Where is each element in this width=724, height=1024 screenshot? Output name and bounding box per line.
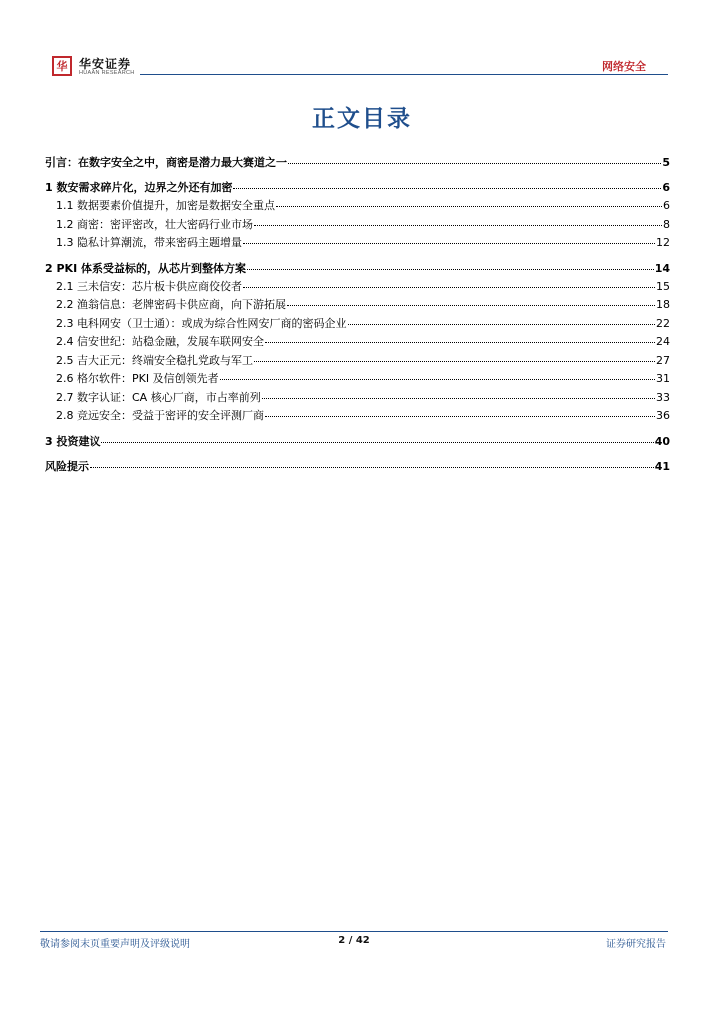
toc-gap bbox=[45, 451, 670, 458]
toc-entry-chapter[interactable] bbox=[45, 154, 670, 172]
toc-entry-page: 6 bbox=[662, 181, 670, 194]
toc-leader-dots bbox=[220, 378, 655, 380]
toc-entry-page: 22 bbox=[656, 316, 670, 330]
toc-entry-label: 2.1 三未信安：芯片板卡供应商佼佼者 bbox=[56, 279, 242, 293]
footer-divider bbox=[40, 931, 668, 932]
toc-entry-chapter[interactable] bbox=[45, 458, 670, 476]
toc-leader-dots bbox=[265, 341, 655, 343]
toc-entry-section[interactable] bbox=[45, 352, 670, 371]
toc-leader-dots bbox=[243, 242, 655, 244]
logo-icon-glyph: 华 bbox=[56, 59, 68, 73]
toc-entry-label: 1.3 隐私计算潮流，带来密码主题增量 bbox=[56, 236, 242, 249]
toc-entry-label: 2.6 格尔软件：PKI 及信创领先者 bbox=[56, 372, 219, 385]
logo-chinese-name: 华安证券 bbox=[79, 57, 132, 71]
toc-leader-dots bbox=[265, 415, 655, 417]
toc-entry-chapter[interactable] bbox=[45, 179, 670, 197]
toc-leader-dots bbox=[233, 187, 661, 189]
toc-entry-label: 2.7 数字认证：CA 核心厂商，市占率前列 bbox=[56, 390, 261, 404]
toc-entry-section[interactable] bbox=[45, 389, 670, 408]
toc-entry-chapter[interactable] bbox=[45, 433, 670, 451]
toc-entry-section[interactable] bbox=[45, 278, 670, 297]
toc-entry-page: 41 bbox=[654, 459, 670, 473]
toc-entry-page: 8 bbox=[663, 217, 670, 231]
toc-entry-section[interactable] bbox=[45, 407, 670, 426]
footer-disclaimer: 敬请参阅末页重要声明及评级说明 bbox=[40, 939, 190, 950]
toc-entry-section[interactable] bbox=[45, 234, 670, 253]
toc-entry-label: 2.4 信安世纪：站稳金融，发展车联网安全 bbox=[56, 335, 264, 348]
page-indicator: 2 / 42 bbox=[338, 935, 370, 946]
toc-entry-section[interactable] bbox=[45, 197, 670, 216]
toc-gap bbox=[45, 172, 670, 179]
table-of-contents bbox=[45, 154, 670, 476]
toc-entry-label: 风险提示 bbox=[45, 459, 89, 473]
page-title: 正文目录 bbox=[312, 106, 412, 132]
section-tag: 网络安全 bbox=[602, 60, 646, 73]
toc-entry-page: 5 bbox=[662, 156, 670, 169]
toc-entry-page: 24 bbox=[656, 335, 670, 348]
page-header bbox=[52, 56, 668, 82]
toc-entry-section[interactable] bbox=[45, 370, 670, 389]
toc-entry-section[interactable] bbox=[45, 315, 670, 334]
toc-leader-dots bbox=[276, 205, 662, 207]
toc-leader-dots bbox=[243, 286, 655, 288]
toc-leader-dots bbox=[288, 162, 661, 164]
toc-entry-label: 1 数安需求碎片化，边界之外还有加密 bbox=[45, 181, 233, 194]
toc-entry-page: 6 bbox=[663, 199, 670, 212]
toc-entry-section[interactable] bbox=[45, 333, 670, 352]
toc-entry-label: 2 PKI 体系受益标的，从芯片到整体方案 bbox=[45, 261, 246, 275]
toc-entry-label: 2.5 吉大正元：终端安全稳扎党政与军工 bbox=[56, 353, 253, 367]
toc-entry-page: 14 bbox=[654, 261, 670, 275]
toc-leader-dots bbox=[254, 360, 655, 362]
toc-leader-dots bbox=[90, 466, 654, 468]
toc-entry-page: 40 bbox=[654, 434, 670, 448]
toc-gap bbox=[45, 253, 670, 260]
toc-leader-dots bbox=[254, 224, 662, 226]
toc-entry-section[interactable] bbox=[45, 216, 670, 235]
huaan-logo-icon bbox=[52, 56, 72, 76]
toc-entry-label: 1.1 数据要素价值提升，加密是数据安全重点 bbox=[56, 199, 275, 212]
toc-entry-page: 15 bbox=[656, 279, 670, 293]
logo-english-name: HUAAN RESEARCH bbox=[79, 70, 135, 76]
toc-entry-page: 12 bbox=[656, 236, 670, 249]
toc-entry-chapter[interactable] bbox=[45, 260, 670, 278]
toc-entry-label: 1.2 商密：密评密改，壮大密码行业市场 bbox=[56, 217, 253, 231]
page-footer bbox=[40, 931, 668, 951]
toc-leader-dots bbox=[101, 441, 653, 443]
toc-entry-label: 引言：在数字安全之中，商密是潜力最大赛道之一 bbox=[45, 156, 287, 169]
toc-entry-label: 2.3 电科网安（卫士通）：或成为综合性网安厂商的密码企业 bbox=[56, 316, 347, 330]
toc-entry-label: 2.2 渔翁信息：老牌密码卡供应商，向下游拓展 bbox=[56, 298, 286, 311]
toc-entry-section[interactable] bbox=[45, 296, 670, 315]
toc-entry-page: 27 bbox=[656, 353, 670, 367]
toc-entry-label: 3 投资建议 bbox=[45, 434, 101, 448]
toc-entry-page: 31 bbox=[656, 372, 670, 385]
header-divider bbox=[140, 74, 668, 75]
toc-entry-page: 33 bbox=[656, 390, 670, 404]
toc-entry-page: 18 bbox=[656, 298, 670, 311]
toc-gap bbox=[45, 426, 670, 433]
report-type: 证券研究报告 bbox=[606, 939, 666, 950]
toc-entry-page: 36 bbox=[656, 409, 670, 422]
toc-entry-label: 2.8 竞远安全：受益于密评的安全评测厂商 bbox=[56, 409, 264, 422]
toc-leader-dots bbox=[262, 397, 655, 399]
toc-leader-dots bbox=[247, 268, 654, 270]
toc-leader-dots bbox=[287, 304, 655, 306]
toc-leader-dots bbox=[348, 323, 656, 325]
